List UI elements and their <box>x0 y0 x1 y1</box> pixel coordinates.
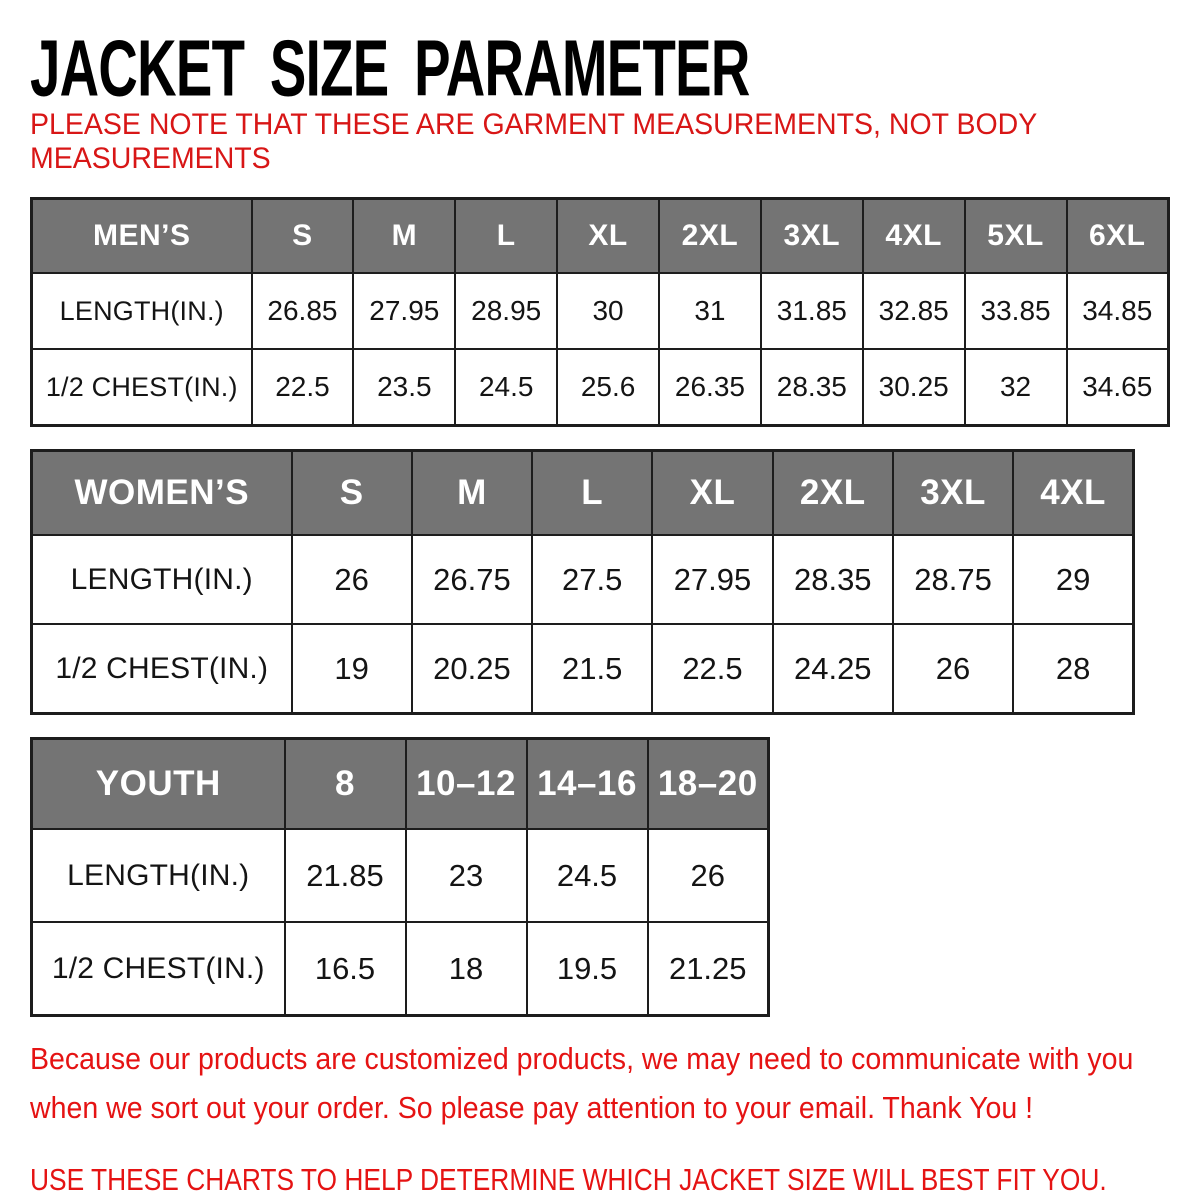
womens-size-table <box>30 449 1135 715</box>
column-header-s: S <box>252 199 354 274</box>
row-label-chest: 1/2 CHEST(IN.) <box>32 922 285 1016</box>
size-value: 26.75 <box>412 535 532 624</box>
size-value: 27.95 <box>652 535 772 624</box>
page-title: JACKET SIZE PARAMETER <box>30 23 750 113</box>
size-value: 25.6 <box>557 349 659 426</box>
size-value: 26.85 <box>252 273 354 349</box>
mens-length-row <box>32 273 1169 349</box>
column-header-18-20: 18–20 <box>648 739 769 830</box>
size-value: 26 <box>648 829 769 922</box>
size-value: 27.5 <box>532 535 652 624</box>
note-line-1: PLEASE NOTE THAT THESE ARE GARMENT MEASUREMENTS, NOT BODY <box>30 108 1038 141</box>
customization-notice-line-2: when we sort out your order. So please pay attention to your email. Thank You ! <box>30 1090 1034 1125</box>
mens-header-row <box>32 199 1169 274</box>
size-value: 23 <box>406 829 527 922</box>
column-header-5xl: 5XL <box>965 199 1067 274</box>
size-value: 21.85 <box>285 829 406 922</box>
size-value: 30 <box>557 273 659 349</box>
column-header-womens: WOMEN’S <box>32 451 292 536</box>
youth-length-row <box>32 829 769 922</box>
size-value: 34.65 <box>1067 349 1169 426</box>
size-value: 23.5 <box>353 349 455 426</box>
size-value: 24.5 <box>455 349 557 426</box>
size-value: 29 <box>1013 535 1133 624</box>
size-value: 31 <box>659 273 761 349</box>
size-value: 28.95 <box>455 273 557 349</box>
mens-chest-row <box>32 349 1169 426</box>
size-value: 24.25 <box>773 624 893 714</box>
column-header-2xl: 2XL <box>659 199 761 274</box>
column-header-3xl: 3XL <box>761 199 863 274</box>
column-header-s: S <box>292 451 412 536</box>
chart-usage-advice: USE THESE CHARTS TO HELP DETERMINE WHICH JACKET SIZE WILL BEST FIT YOU. <box>30 1162 1107 1197</box>
row-label-length: LENGTH(IN.) <box>32 273 252 349</box>
size-value: 16.5 <box>285 922 406 1016</box>
size-value: 22.5 <box>252 349 354 426</box>
column-header-xl: XL <box>557 199 659 274</box>
mens-size-table <box>30 197 1170 427</box>
column-header-youth: YOUTH <box>32 739 285 830</box>
column-header-m: M <box>412 451 532 536</box>
size-value: 19.5 <box>527 922 648 1016</box>
youth-header-row <box>32 739 769 830</box>
size-value: 20.25 <box>412 624 532 714</box>
womens-chest-row <box>32 624 1134 714</box>
column-header-6xl: 6XL <box>1067 199 1169 274</box>
column-header-l: L <box>455 199 557 274</box>
size-value: 21.5 <box>532 624 652 714</box>
column-header-xl: XL <box>652 451 772 536</box>
size-value: 34.85 <box>1067 273 1169 349</box>
size-value: 22.5 <box>652 624 772 714</box>
size-value: 30.25 <box>863 349 965 426</box>
column-header-10-12: 10–12 <box>406 739 527 830</box>
size-value: 21.25 <box>648 922 769 1016</box>
size-value: 24.5 <box>527 829 648 922</box>
size-value: 18 <box>406 922 527 1016</box>
row-label-length: LENGTH(IN.) <box>32 535 292 624</box>
size-value: 28.75 <box>893 535 1013 624</box>
row-label-chest: 1/2 CHEST(IN.) <box>32 624 292 714</box>
column-header-2xl: 2XL <box>773 451 893 536</box>
size-value: 28.35 <box>761 349 863 426</box>
column-header-4xl: 4XL <box>863 199 965 274</box>
youth-chest-row <box>32 922 769 1016</box>
size-value: 19 <box>292 624 412 714</box>
size-value: 28 <box>1013 624 1133 714</box>
column-header-4xl: 4XL <box>1013 451 1133 536</box>
column-header-8: 8 <box>285 739 406 830</box>
customization-notice <box>30 1034 1133 1132</box>
column-header-14-16: 14–16 <box>527 739 648 830</box>
garment-measurement-note <box>30 108 1037 176</box>
column-header-mens: MEN’S <box>32 199 252 274</box>
womens-length-row <box>32 535 1134 624</box>
column-header-m: M <box>353 199 455 274</box>
note-line-2: MEASUREMENTS <box>30 142 271 175</box>
size-value: 26 <box>893 624 1013 714</box>
size-value: 26 <box>292 535 412 624</box>
size-value: 33.85 <box>965 273 1067 349</box>
size-value: 28.35 <box>773 535 893 624</box>
size-value: 31.85 <box>761 273 863 349</box>
row-label-length: LENGTH(IN.) <box>32 829 285 922</box>
youth-size-table <box>30 737 770 1017</box>
customization-notice-line-1: Because our products are customized products, we may need to communicate with you <box>30 1041 1134 1076</box>
size-value: 27.95 <box>353 273 455 349</box>
womens-header-row <box>32 451 1134 536</box>
column-header-3xl: 3XL <box>893 451 1013 536</box>
column-header-l: L <box>532 451 652 536</box>
size-value: 32 <box>965 349 1067 426</box>
size-value: 26.35 <box>659 349 761 426</box>
size-value: 32.85 <box>863 273 965 349</box>
row-label-chest: 1/2 CHEST(IN.) <box>32 349 252 426</box>
